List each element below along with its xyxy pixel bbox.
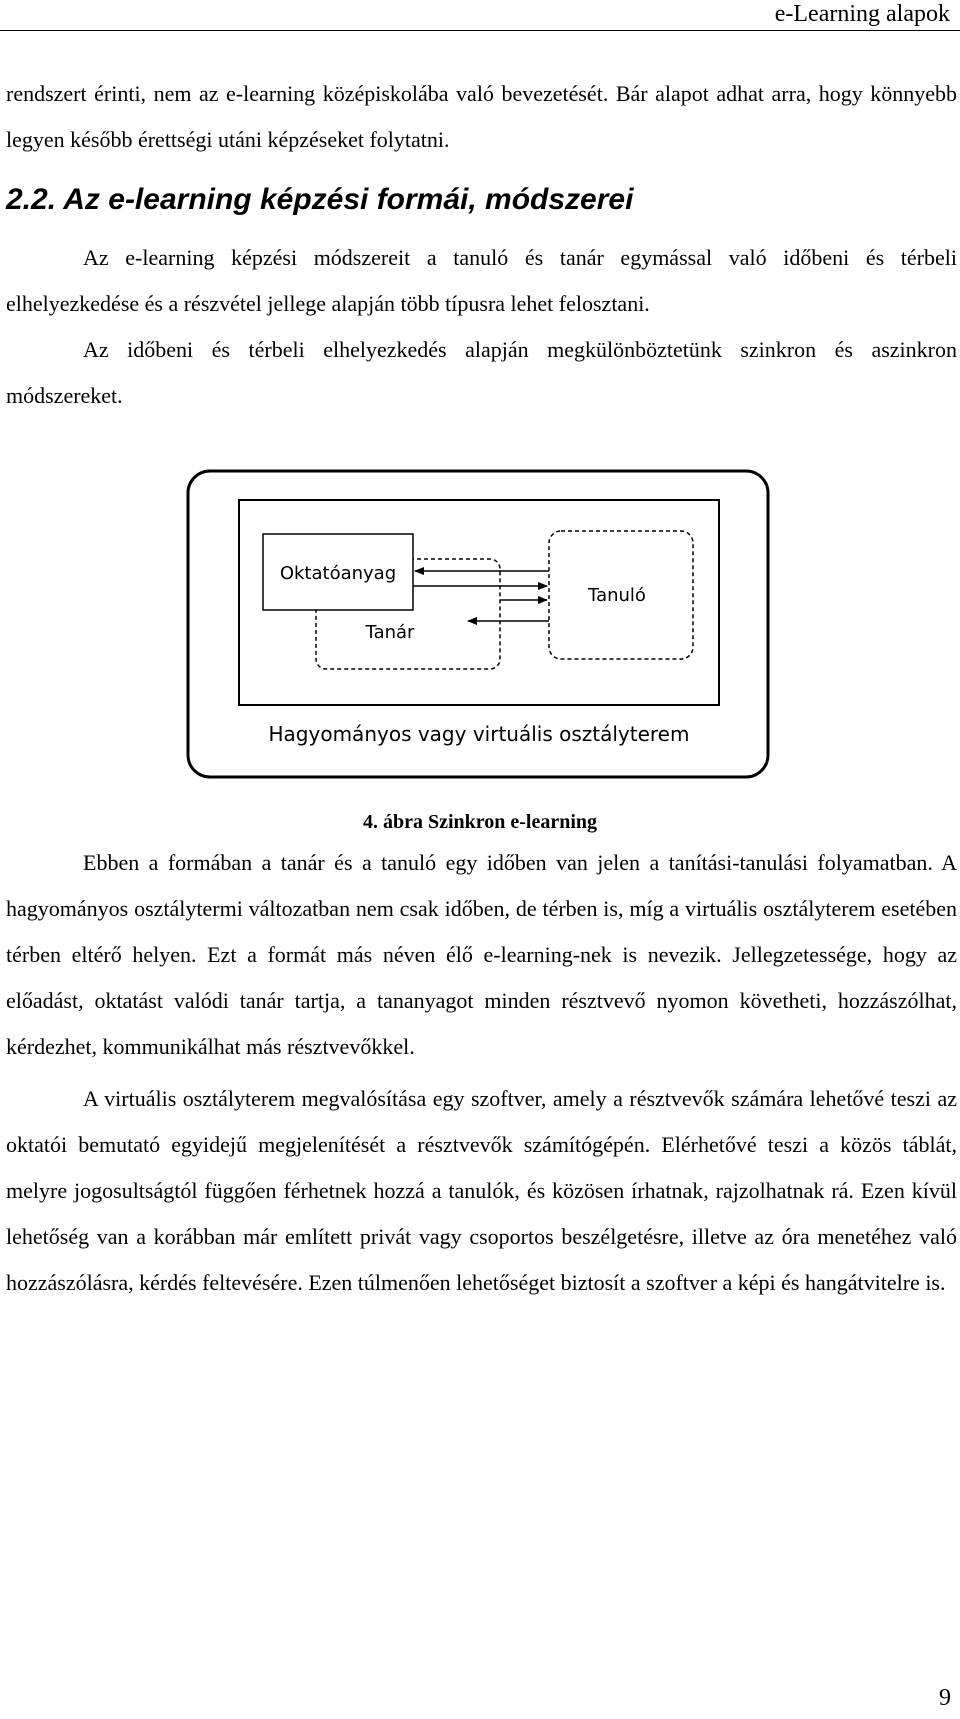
section-heading: 2.2. Az e-learning képzési formái, módszerei (6, 183, 634, 216)
figure-diagram (0, 463, 960, 798)
paragraph-continuation: rendszert érinti, nem az e-learning középiskolába való bevezetését. Bár alapot adhat arra, hogy könnyebb legyen később érettségi utáni képzéseket folytatni. (6, 81, 957, 152)
paragraph-synchronous: Ebben a formában a tanár és a tanuló egy időben van jelen a tanítási-tanulási folyamatban. A hagyományos osztálytermi változatban nem csak időben, de térben is, míg a virtuális osztályterem esetében térben eltérő helyen. Ezt a formát más néven élő e-learning-nek is nevezik. Jellegzetessége, hogy az előadást, oktatást valódi tanár tartja, a tananyagot minden résztvevő nyomon követheti, hozzászólhat, kérdezhet, kommunikálhat más résztvevőkkel. (6, 850, 957, 1059)
label-tanulo: Tanuló (588, 585, 646, 606)
page-number: 9 (939, 1685, 951, 1711)
paragraph-intro: Az e-learning képzési módszereit a tanuló és tanár egymással való időbeni és térbeli elhelyezkedése és a részvétel jellege alapján több típusra lehet felosztani. (6, 245, 957, 316)
label-tanar: Tanár (365, 622, 415, 643)
figure-caption: 4. ábra Szinkron e-learning (362, 811, 598, 833)
header-rule (0, 30, 960, 31)
label-classroom: Hagyományos vagy virtuális osztályterem (268, 722, 690, 746)
text-block-top (6, 71, 957, 419)
figure-synchronous-elearning (0, 463, 960, 798)
paragraph-virtual-classroom: A virtuális osztályterem megvalósítása egy szoftver, amely a résztvevők számára lehetővé teszi az oktatói bemutató egyidejű megjelenítését a résztvevők számítógépén. Elérhetővé teszi a közös táblát, melyre jogosultságtól függően férhetnek hozzá a tanulók, és közösen írhatnak, rajzolhatnak rá. Ezen kívül lehetőség van a korábban már említett privát vagy csoportos beszélgetésre, illetve az óra menetéhez való hozzászólásra, kérdés feltevésére. Ezen túlmenően lehetőséget biztosít a szoftver a képi és hangátvitelre is. (6, 1086, 957, 1295)
running-header: e-Learning alapok (774, 1, 950, 27)
paragraph-sync-async: Az időbeni és térbeli elhelyezkedés alapján megkülönböztetünk szinkron és aszinkron módszereket. (6, 337, 957, 408)
label-oktatoanyag: Oktatóanyag (279, 563, 397, 584)
text-block-bottom (6, 840, 957, 1306)
